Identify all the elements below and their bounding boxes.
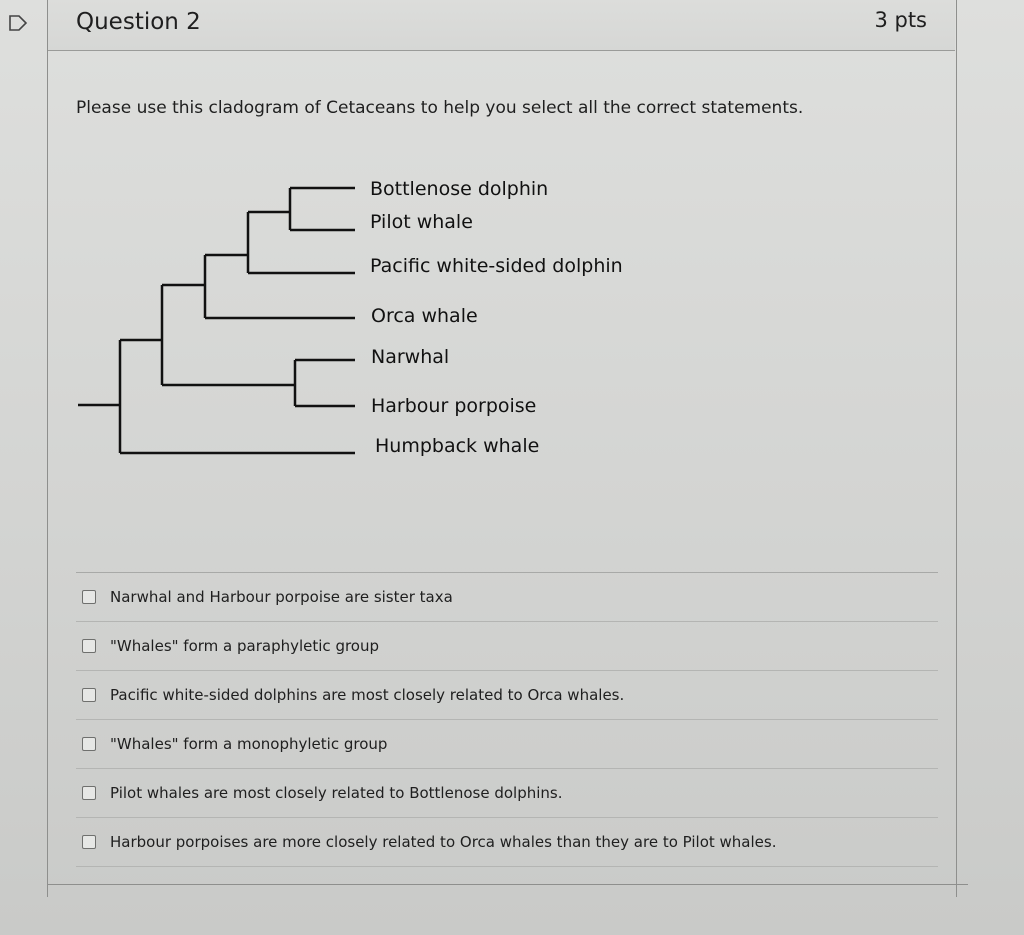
answer-option[interactable]	[76, 622, 938, 671]
answer-label[interactable]: Narwhal and Harbour porpoise are sister taxa	[110, 588, 453, 606]
taxon-bottlenose-dolphin: Bottlenose dolphin	[370, 178, 549, 200]
answer-checkbox[interactable]	[82, 590, 96, 604]
answer-checkbox[interactable]	[82, 688, 96, 702]
taxon-pilot-whale: Pilot whale	[370, 211, 473, 233]
answer-option[interactable]	[76, 671, 938, 720]
taxon-humpback-whale: Humpback whale	[375, 435, 540, 457]
collapse-toggle-icon[interactable]	[8, 14, 28, 32]
question-prompt: Please use this cladogram of Cetaceans to help you select all the correct statements.	[76, 98, 804, 118]
question-points: 3 pts	[874, 8, 927, 32]
answer-checkbox[interactable]	[82, 835, 96, 849]
answer-option[interactable]	[76, 720, 938, 769]
answer-checkbox[interactable]	[82, 737, 96, 751]
card-bottom-divider	[48, 884, 968, 885]
taxon-pacific-white-sided-dolphin: Pacific white-sided dolphin	[370, 255, 623, 277]
answer-option[interactable]	[76, 818, 938, 867]
question-title: Question 2	[76, 9, 201, 35]
answer-checkbox[interactable]	[82, 639, 96, 653]
taxon-orca-whale: Orca whale	[371, 305, 478, 327]
answer-label[interactable]: "Whales" form a paraphyletic group	[110, 637, 380, 655]
answer-list	[76, 572, 938, 867]
taxon-narwhal: Narwhal	[371, 346, 450, 368]
taxon-harbour-porpoise: Harbour porpoise	[371, 395, 537, 417]
answer-option[interactable]	[76, 573, 938, 622]
answer-label[interactable]: Pilot whales are most closely related to Bottlenose dolphins.	[110, 784, 563, 802]
answer-checkbox[interactable]	[82, 786, 96, 800]
answer-label[interactable]: "Whales" form a monophyletic group	[110, 735, 388, 753]
answer-option[interactable]	[76, 769, 938, 818]
answer-label[interactable]: Harbour porpoises are more closely related to Orca whales than they are to Pilot whales.	[110, 833, 777, 851]
answer-label[interactable]: Pacific white-sided dolphins are most closely related to Orca whales.	[110, 686, 625, 704]
